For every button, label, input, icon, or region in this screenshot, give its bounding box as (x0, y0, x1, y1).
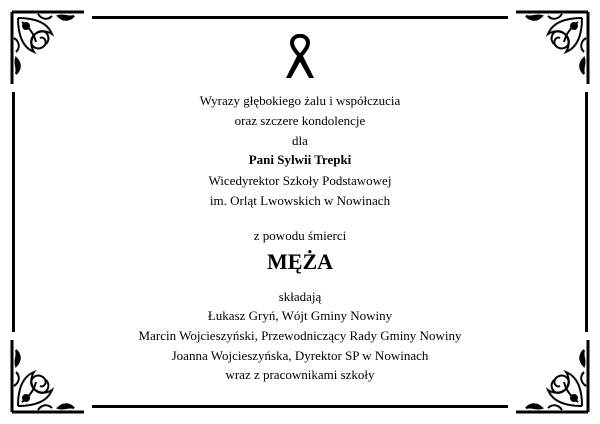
sender-line: Łukasz Gryń, Wójt Gminy Nowiny (207, 308, 393, 323)
ornamental-corner-icon (8, 8, 88, 88)
frame-right-line (585, 92, 588, 332)
condolence-line-2: oraz szczere kondolencje (234, 113, 366, 128)
frame-top-line (92, 16, 508, 19)
mourning-ribbon-icon (282, 34, 318, 82)
recipient-position: Wicedyrektor Szkoły Podstawowej (208, 173, 392, 188)
sender-line: Marcin Wojcieszyński, Przewodniczący Rady Gminy Nowiny (138, 328, 462, 343)
sender-line: wraz z pracownikami szkoły (225, 367, 375, 382)
recipient-name: Pani Sylwii Trepki (248, 152, 352, 167)
condolence-line-3: dla (292, 133, 308, 148)
ornamental-corner-icon (512, 8, 592, 88)
sender-line: Joanna Wojcieszyńska, Dyrektor SP w Nowinach (171, 348, 429, 363)
condolence-line-1: Wyrazy głębokiego żalu i współczucia (199, 93, 401, 108)
frame-bottom-line (92, 405, 508, 408)
frame-left-line (12, 92, 15, 332)
recipient-school: im. Orląt Lwowskich w Nowinach (209, 193, 391, 208)
senders-intro: składają (278, 289, 322, 304)
deceased-heading: MĘŻA (267, 249, 333, 274)
reason-line: z powodu śmierci (253, 228, 347, 243)
